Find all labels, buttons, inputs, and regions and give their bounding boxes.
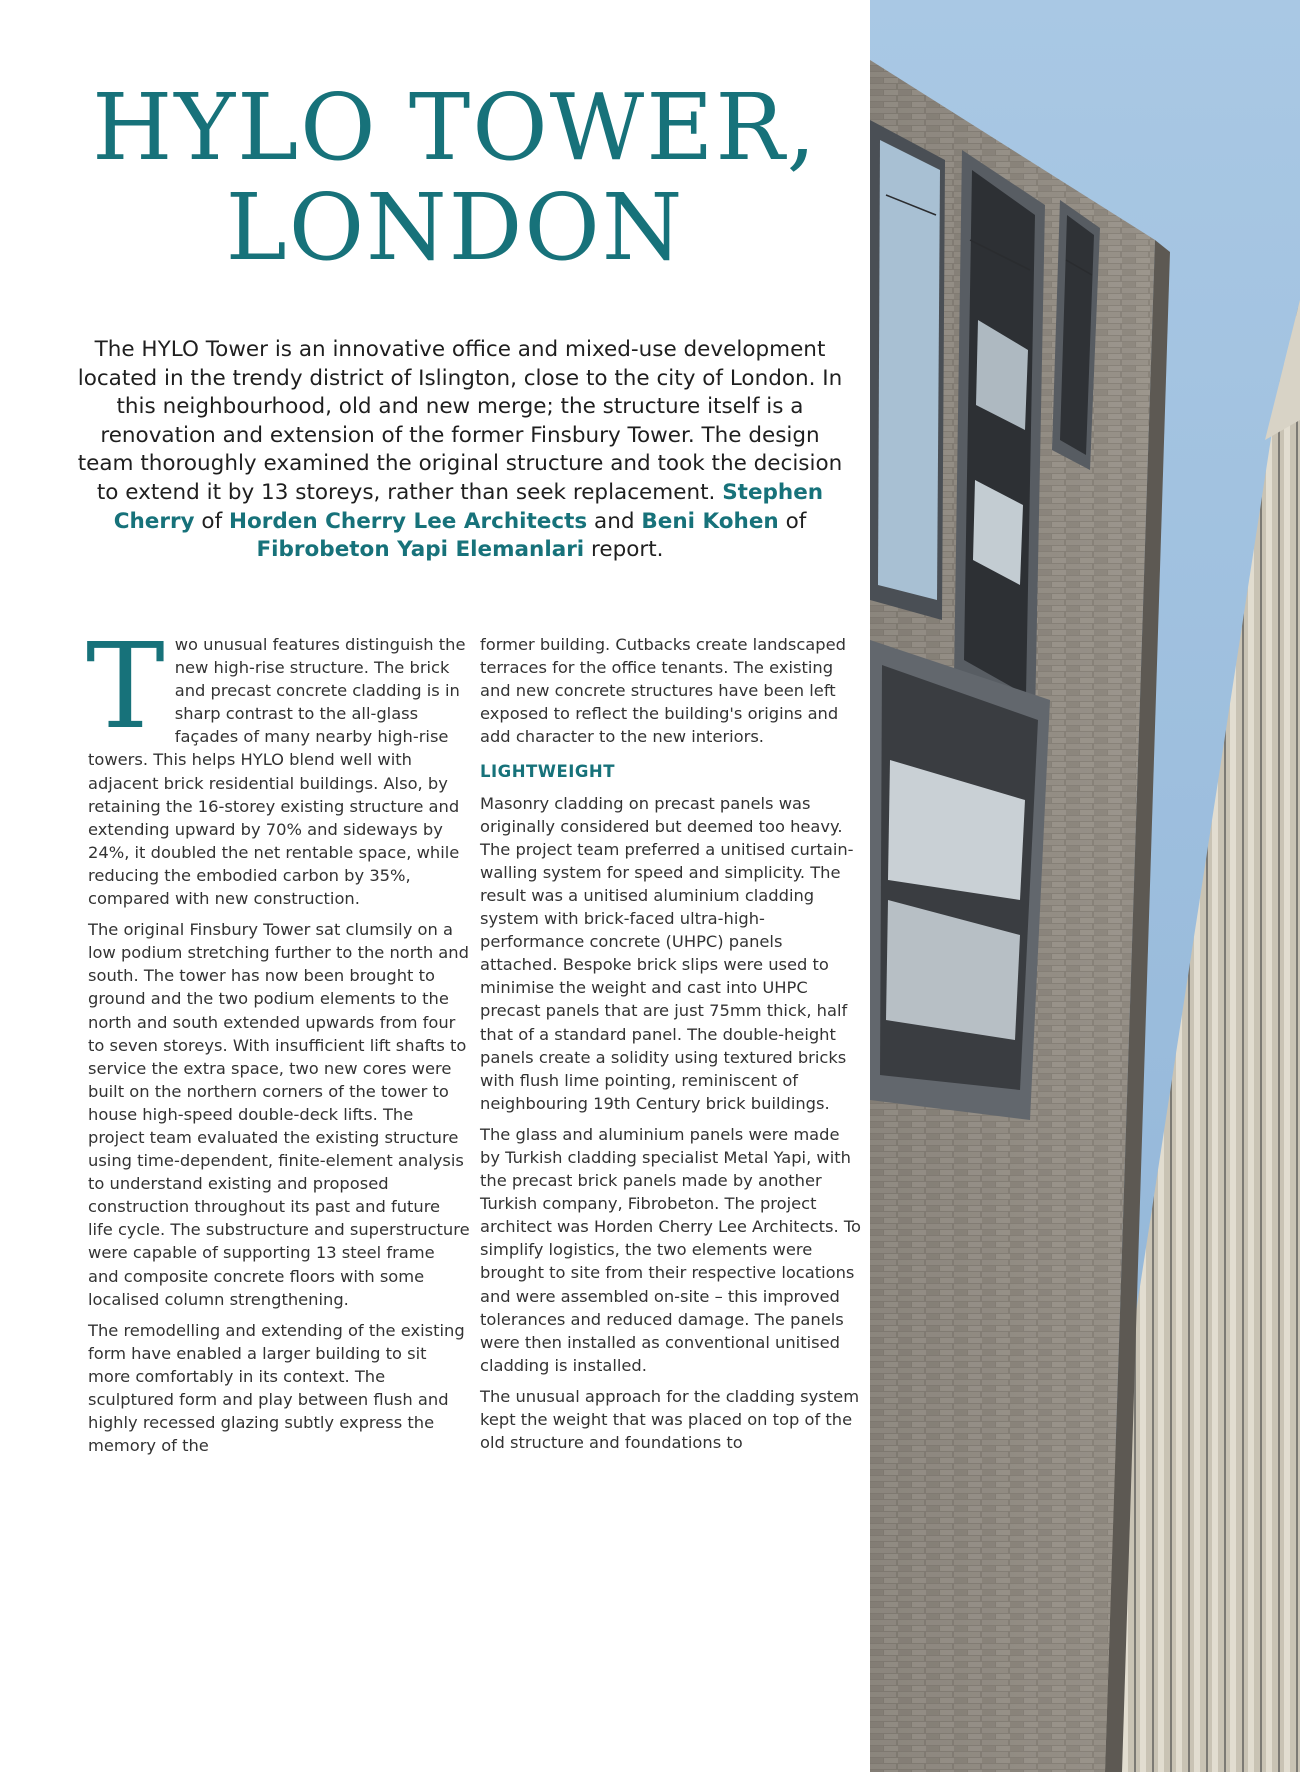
body-column-left [86, 617, 470, 1465]
and-word: and [594, 508, 635, 534]
paragraph: Masonry cladding on precast panels was originally considered but deemed too heavy. The project team preferred a unitised curtain-walling system for speed and simplicity. The result was a unitised aluminium cladding system with brick-faced ultra-high-performance concrete (UHPC) panels attached. Bespoke brick slips were used to minimise the weight and cast into UHPC precast panels that are just 75mm thick, half that of a standard panel. The double-height panels create a solidity using textured bricks with flush lime pointing, reminiscent of neighbouring 19th Century brick buildings. [480, 793, 854, 1113]
building-photo [870, 0, 1300, 1772]
report-word: report. [591, 537, 664, 563]
paragraph: The unusual approach for the cladding system kept the weight that was placed on top of the old structure and foundations to [480, 1386, 860, 1453]
title-line-1: HYLO TOWER, [92, 74, 818, 181]
firm-2: Fibrobeton Yapi Elemanlari [256, 537, 585, 563]
drop-cap: T [86, 617, 165, 755]
of-2: of [785, 508, 807, 534]
paragraph: The remodelling and extending of the existing form have enabled a larger building to sit more comfortably in its context. The sculptured form and play between flush and highly recessed glazing subtly express the memory of the [88, 1320, 465, 1456]
paragraph: former building. Cutbacks create landscaped terraces for the office tenants. The existing and new concrete structures have been left exposed to reflect the building's origins and add character to the new interiors. [480, 635, 846, 747]
firm-1: Horden Cherry Lee Architects [229, 508, 588, 534]
of-1: of [201, 508, 223, 534]
article-title [60, 74, 850, 281]
author-2: Beni Kohen [641, 508, 779, 534]
standfirst [72, 336, 848, 565]
body-column-right [480, 633, 862, 1462]
standfirst-text: The HYLO Tower is an innovative office and mixed-use development located in the trendy district of Islington, close to the city of London. In this neighbourhood, old and new merge; the structure itself is a renovation and extension of the former Finsbury Tower. The design team thoroughly examined the original structure and took the decision to extend it by 13 storeys, rather than seek replacement. [77, 337, 843, 505]
paragraph [86, 617, 470, 910]
author-1: Stephen Cherry [113, 479, 824, 534]
paragraph: The original Finsbury Tower sat clumsily on a low podium stretching further to the north and south. The tower has now been brought to ground and the two podium elements to the north and south extended upwards from four to seven storeys. With insufficient lift shafts to service the extra space, two new cores were built on the northern corners of the tower to house high-speed double-deck lifts. The project team evaluated the existing structure using time-dependent, finite-element analysis to understand existing and proposed construction throughout its past and future life cycle. The substructure and superstructure were capable of supporting 13 steel frame and composite concrete floors with some localised column strengthening. [88, 920, 470, 1309]
paragraph-text: wo unusual features distinguish the new high-rise structure. The brick and precast concrete cladding is in sharp contrast to the all-glass façades of many nearby high-rise towers. This helps HYLO blend well with adjacent brick residential buildings. Also, by retaining the 16-storey existing structure and extending upward by 70% and sideways by 24%, it doubled the net rentable space, while reducing the embodied carbon by 35%, compared with new construction. [88, 635, 466, 909]
section-subheading: LIGHTWEIGHT [480, 762, 615, 782]
title-line-2: LONDON [225, 174, 685, 281]
paragraph: The glass and aluminium panels were made by Turkish cladding specialist Metal Yapi, with the precast brick panels made by another Turkish company, Fibrobeton. The project architect was Horden Cherry Lee Architects. To simplify logistics, the two elements were brought to site from their respective locations and were assembled on-site – this improved tolerances and reduced damage. The panels were then installed as conventional unitised cladding is installed. [480, 1124, 862, 1375]
